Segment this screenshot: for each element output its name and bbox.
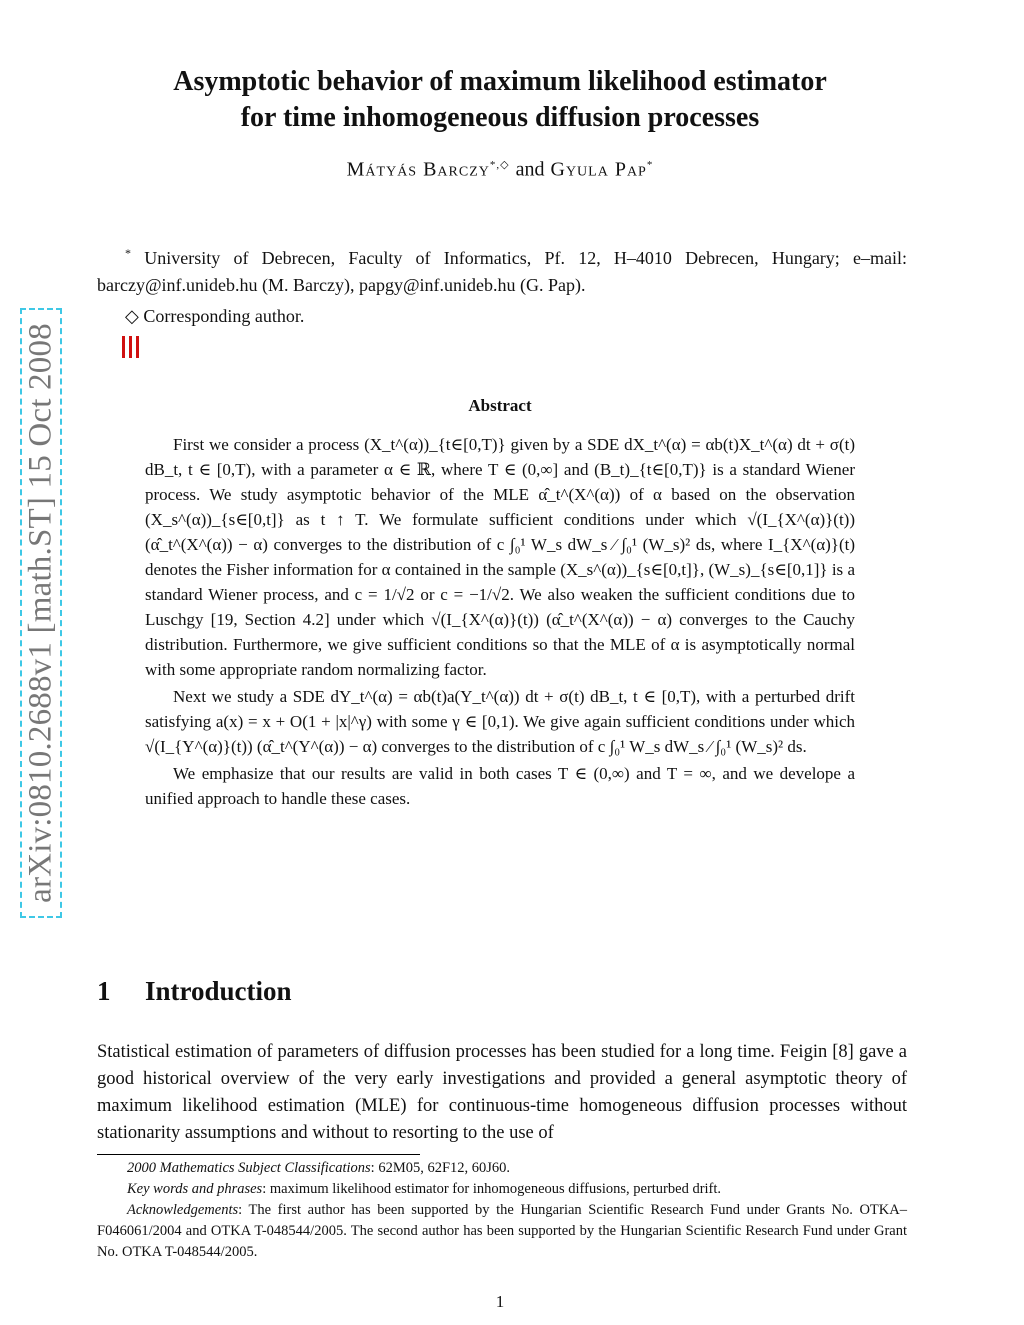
abstract-paragraph: First we consider a process (X_t^(α))_{t∈[0,T)} given by a SDE dX_t^(α) = αb(t)X_t^(α) dt + σ(t) dB_t, t ∈ [0,T), with a parameter α ∈ ℝ, where T ∈ (0,∞] and (B_t)_{t∈[0,T)} is a standard Wiener process. We study asymptotic behavior of the MLE α̂_t^(X^(α)) of α based on the observation (X_s^(α))_{s∈[0,t]} as t ↑ T. We formulate sufficient conditions under which √(I_{X^(α)}(t)) (α̂_t^(X^(α)) − α) converges to the distribution of c ∫₀¹ W_s dW_s ⁄ ∫₀¹ (W_s)² ds, where I_{X^(α)}(t) denotes the Fisher information for α contained in the sample (X_s^(α))_{s∈[0,t]}, (W_s)_{s∈[0,1]} is a standard Wiener process, and c = 1/√2 or c = −1/√2. We also weaken the sufficient conditions due to Luschgy [19, Section 4.2] under which √(I_{X^(α)}(t)) (α̂_t^(X^(α)) − α) converges to the Cauchy distribution. Furthermore, we give sufficient conditions so that the MLE of α is asymptotically normal with some appropriate random normalizing factor.: [145, 435, 855, 679]
footnote-rule: [97, 1154, 420, 1155]
footnote-keywords-label: Key words and phrases: [127, 1181, 263, 1197]
paper-title-line-2: for time inhomogeneous diffusion processes: [240, 102, 760, 133]
author-2: Gyula Pap: [550, 158, 647, 181]
abstract-paragraph: Next we study a SDE dY_t^(α) = αb(t)a(Y_t^(α)) dt + σ(t) dB_t, t ∈ [0,T), with a perturbed drift satisfying a(x) = x + O(1 + |x|^γ) with some γ ∈ [0,1). We give again sufficient conditions under which √(I_{Y^(α)}(t)) (α̂_t^(Y^(α)) − α) converges to the distribution of c ∫₀¹ W_s dW_s ⁄ ∫₀¹ (W_s)² ds.: [145, 687, 855, 756]
section-heading: [97, 976, 292, 1007]
corresponding-author-note: ◇ Corresponding author.: [125, 306, 305, 326]
affiliation-star: *: [125, 246, 131, 260]
footnote-msc-label: 2000 Mathematics Subject Classifications: [127, 1160, 371, 1176]
footnote-keywords-value: : maximum likelihood estimator for inhomogeneous diffusions, perturbed drift.: [262, 1181, 722, 1197]
abstract-body: [145, 432, 855, 813]
page-number: 1: [495, 1292, 505, 1311]
author-1: Mátyás Barczy: [346, 158, 490, 181]
affiliation: [97, 240, 907, 299]
footnote-msc: [97, 1158, 907, 1179]
authors-conjunction: and: [515, 158, 545, 181]
footnote-acknowledgements: [97, 1200, 907, 1263]
arxiv-stamp: arXiv:0810.2688v1 [math.ST] 15 Oct 2008: [22, 323, 59, 903]
abstract-heading: Abstract: [468, 396, 532, 415]
footnote-msc-value: : 62M05, 62F12, 60J60.: [370, 1160, 511, 1176]
affiliation-text: University of Debrecen, Faculty of Informatics, Pf. 12, H–4010 Debrecen, Hungary; e–mail: barczy@inf.unideb.hu (M. Barczy), papgy@inf.unideb.hu (G. Pap).: [97, 248, 908, 295]
footnotes: [97, 1158, 907, 1263]
paper-title-line-1: Asymptotic behavior of maximum likelihood estimator: [173, 66, 827, 97]
introduction-text: Statistical estimation of parameters of diffusion processes has been studied for a long time. Feigin [8] gave a good historical overview of the very early investigations and provided a general asymptotic theory of maximum likelihood estimation (MLE) for continuous-time homogeneous diffusion processes without stationarity assumptions and without to resorting to the use of: [97, 1042, 907, 1143]
author-1-marks: *,◇: [489, 159, 510, 171]
abstract-paragraph: We emphasize that our results are valid in both cases T ∈ (0,∞) and T = ∞, and we develope a unified approach to handle these cases.: [145, 764, 855, 808]
red-marks: [122, 336, 144, 358]
authors: [0, 158, 1000, 182]
footnote-ack-value: : The first author has been supported by the Hungarian Scientific Research Fund under Grants No. OTKA–F046061/2004 and OTKA T-048544/2005. The second author has been supported by the Hungarian Scientific Research Fund under Grant No. OTKA T-048544/2005.: [97, 1202, 907, 1260]
footnote-keywords: [97, 1179, 907, 1200]
footnote-ack-label: Acknowledgements: [127, 1202, 239, 1218]
section-number: 1: [97, 976, 111, 1006]
section-title: Introduction: [145, 976, 292, 1006]
author-2-marks: *: [646, 159, 654, 171]
